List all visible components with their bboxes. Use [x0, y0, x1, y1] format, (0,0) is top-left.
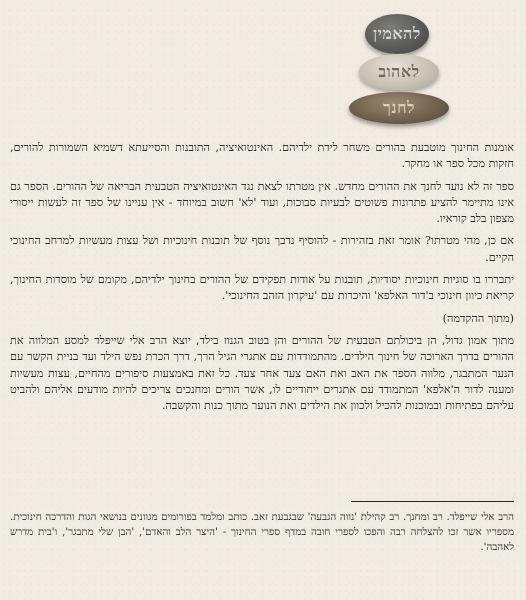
blurb-paragraph: ספר זה לא נועד לחנך את ההורים מחדש. אין מטרתו לצאת נגד האינטואיציה הטבעית הבריאה של ההורים. הספר גם אינו מתיימר להציע פתרונות פשוטים לבעיות סבוכות, ועוד 'לא' חשוב במיוחד - אין עניינו של ספר זה לעשות ייסורי מצפון בלב קוראיו. — [10, 179, 514, 226]
author-bio — [10, 510, 514, 556]
stone-top — [365, 14, 429, 54]
stone-bottom — [349, 92, 449, 124]
blurb-text — [10, 140, 514, 420]
stone-middle — [359, 54, 439, 90]
blurb-paragraph: אם כן, מהי מטרתו? אומר זאת בזהירות - להוסיף נדבך נוסף של תובנות חינוכיות ושל עצות מעשיות למרחב החינוכי הקיים. — [10, 234, 514, 264]
bio-divider — [351, 501, 514, 502]
cover-stones-image — [347, 8, 457, 126]
blurb-paragraph: יתבררו בו סוגיות חינוכיות יסודיות, תובנות על אודות תפקידם של ההורים בחינוך ילדיהם, מקומם של מוסדות החינוך, קריאת כיוון חינוכי ב'דור האלפא' והיכרות עם 'עיקרון הזהב החינוכי'. — [10, 273, 514, 303]
book-description: מתוך אמון גדול, הן ביכולתם הטבעית של ההורים והן בטוב הגנוז בילד, יוצא הרב אלי שייפלד למסע המלווה את ההורים בדרך הארוכה של חינוך הילדים. מהתמודדות עם אתגרי הגיל הרך, דרך הכרת נפש הילד ועד בניית הקשר עם הנער המתבגר, מלווה הספר את האב ואת האם צעד אחר צעד. כל זאת באמצעות סיפורים מהחיים, עצות מעשיות ומענה לדור ה'אלפא' המתמודד עם אתגרים ייחודיים לו, אשר הורים ומחנכים צריכים להיות מודעים אליהם ולהביט עליהם בפתיחות ובמוכנות להכיל ולכוון את הילדים ואת הנוער מתוך כנות והקשבה. — [10, 333, 514, 413]
stone-top-label: להאמין — [373, 24, 421, 43]
blurb-source: (מתוך ההקדמה) — [442, 311, 514, 325]
blurb-paragraph: אומנות החינוך מוטבעת בהורים משחר לידת ילדיהם. האינטואיציה, התובנות והסייעתא דשמיא השמורות להורים, חזקות מכל ספר או מחקר. — [10, 141, 514, 171]
author-bio-text: הרב אלי שייפלד. רב ומחנך. רב קהילת 'נווה הגבעה' שבגבעת זאב. כותב ומלמד בפורומים מגוונים בנושאי הגות והדרכה חינוכית. מספריו אשר זכו להצלחה רבה והפכו לספרי חובה במדף ספרי החינוך - 'היצר הלב והאדם', 'הבן שלי מתבגר', ו'בית מדרש לאהבה'. — [10, 512, 514, 554]
stone-middle-label: לאהוב — [378, 62, 420, 81]
stone-bottom-label: לחנך — [383, 98, 416, 117]
